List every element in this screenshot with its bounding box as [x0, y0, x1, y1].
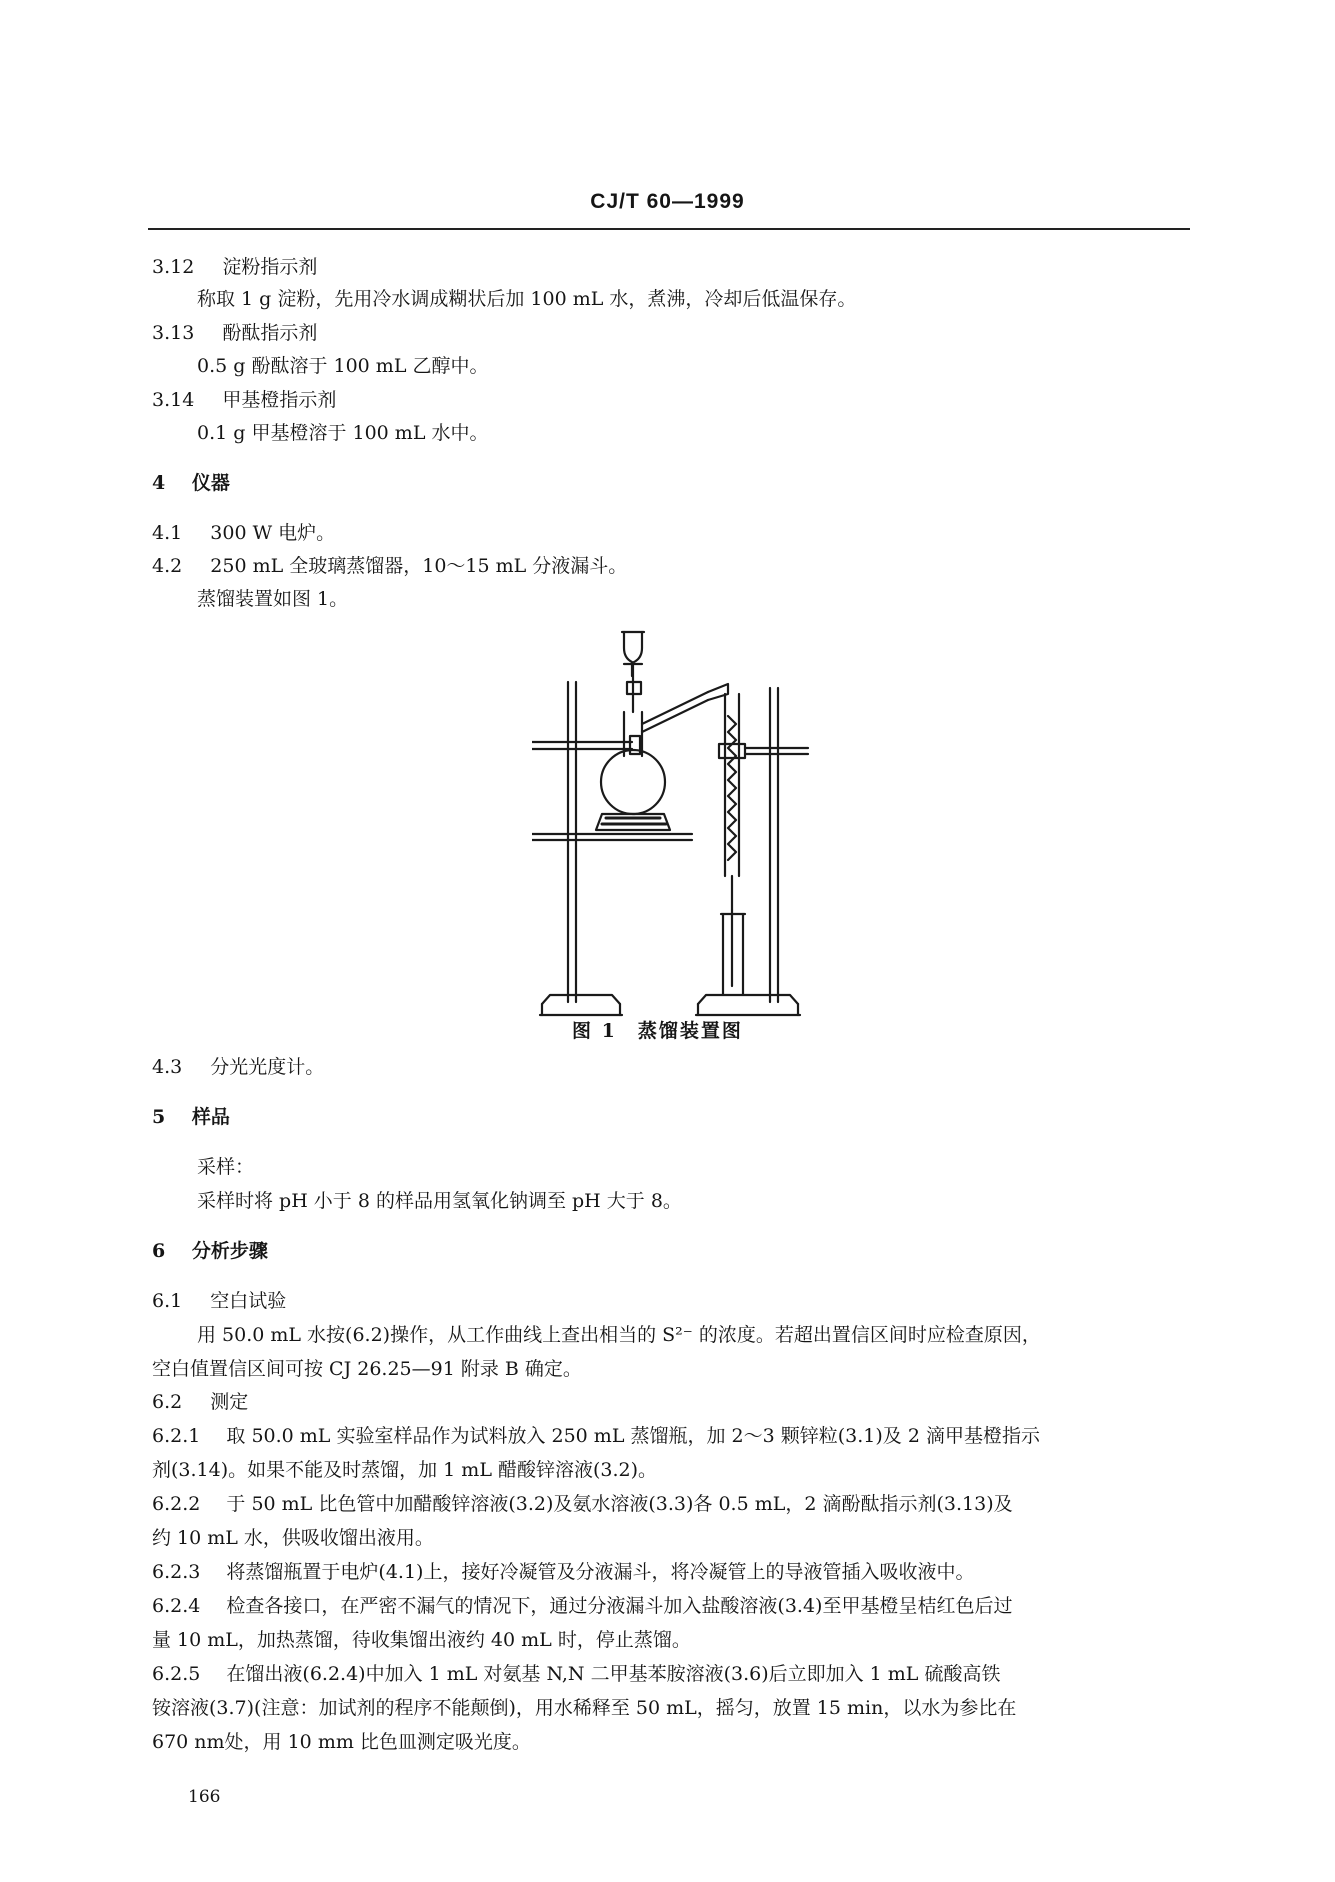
section-text: 取 50.0 mL 实验室样品作为试料放入 250 mL 蒸馏瓶，加 2～3 颗锌粒(3.1)及 2 滴甲基橙指示	[226, 1425, 1040, 1447]
section-number: 6.2	[152, 1391, 183, 1413]
section-3-12-heading	[152, 258, 317, 277]
section-text: 250 mL 全玻璃蒸馏器，10～15 mL 分液漏斗。	[210, 555, 628, 577]
left-stand	[540, 682, 622, 1015]
section-3-14-text: 0.1 g 甲基橙溶于 100 mL 水中。	[197, 422, 489, 444]
section-6-2-4-line1	[152, 1597, 1012, 1616]
section-number: 4.2	[152, 555, 183, 577]
section-4-3	[152, 1058, 324, 1077]
section-text: 300 W 电炉。	[210, 522, 336, 544]
section-number: 6.2.1	[152, 1425, 201, 1447]
page-header: CJ/T 60—1999	[590, 190, 745, 213]
section-4-2-text2: 蒸馏装置如图 1。	[197, 588, 349, 610]
page-number: 166	[188, 1787, 221, 1807]
section-number: 3.13	[152, 322, 195, 344]
section-text: 于 50 mL 比色管中加醋酸锌溶液(3.2)及氨水溶液(3.3)各 0.5 mL，2 滴酚酞指示剂(3.13)及	[226, 1493, 1013, 1515]
section-6-2-5-line2: 铵溶液(3.7)(注意：加试剂的程序不能颠倒)，用水稀释至 50 mL，摇匀，放置 15 min，以水为参比在	[152, 1697, 1017, 1719]
section-4-heading	[152, 474, 230, 493]
section-number: 4.1	[152, 522, 183, 544]
section-number: 4	[152, 472, 166, 494]
section-title: 酚酞指示剂	[222, 322, 318, 344]
section-6-2-5-line1	[152, 1665, 1000, 1684]
section-title: 甲基橙指示剂	[222, 389, 337, 411]
section-6-heading	[152, 1242, 268, 1261]
separatory-funnel	[622, 632, 644, 712]
receiving-tube	[721, 910, 745, 994]
section-6-2-heading	[152, 1393, 248, 1412]
section-3-13-text: 0.5 g 酚酞溶于 100 mL 乙醇中。	[197, 355, 489, 377]
section-6-2-1-line2: 剂(3.14)。如果不能及时蒸馏，加 1 mL 醋酸锌溶液(3.2)。	[152, 1459, 658, 1481]
section-text: 分光光度计。	[210, 1056, 325, 1078]
condenser	[719, 694, 745, 910]
section-5-text: 采样时将 pH 小于 8 的样品用氢氧化钠调至 pH 大于 8。	[197, 1190, 682, 1212]
section-title: 空白试验	[210, 1290, 287, 1312]
section-6-2-1-line1	[152, 1427, 1040, 1446]
section-3-13-heading	[152, 324, 317, 343]
section-number: 3.12	[152, 256, 195, 278]
section-number: 6.2.5	[152, 1663, 201, 1685]
section-number: 4.3	[152, 1056, 183, 1078]
right-stand	[696, 688, 800, 1015]
electric-heater	[532, 814, 692, 840]
section-number: 6.2.2	[152, 1493, 201, 1515]
section-number: 5	[152, 1106, 166, 1128]
section-5-heading	[152, 1108, 230, 1127]
distillation-apparatus-figure	[532, 624, 812, 1019]
header-rule	[148, 228, 1190, 230]
section-number: 3.14	[152, 389, 195, 411]
section-6-2-5-line3: 670 nm处，用 10 mm 比色皿测定吸光度。	[152, 1731, 531, 1753]
section-6-2-2-line2: 约 10 mL 水，供吸收馏出液用。	[152, 1527, 434, 1549]
right-clamp	[745, 748, 808, 754]
section-title: 淀粉指示剂	[222, 256, 318, 278]
section-number: 6.1	[152, 1290, 183, 1312]
section-text: 将蒸馏瓶置于电炉(4.1)上，接好冷凝管及分液漏斗，将冷凝管上的导液管插入吸收液中。	[226, 1561, 975, 1583]
section-title: 分析步骤	[191, 1240, 268, 1262]
section-number: 6.2.4	[152, 1595, 201, 1617]
section-text: 检查各接口，在严密不漏气的情况下，通过分液漏斗加入盐酸溶液(3.4)至甲基橙呈桔红色后过	[226, 1595, 1013, 1617]
section-title: 测定	[210, 1391, 249, 1413]
section-3-14-heading	[152, 391, 336, 410]
section-6-2-2-line1	[152, 1495, 1013, 1514]
section-number: 6	[152, 1240, 166, 1262]
section-3-12-text: 称取 1 g 淀粉，先用冷水调成糊状后加 100 mL 水，煮沸，冷却后低温保存。	[197, 288, 857, 310]
figure-caption: 图 1 蒸馏装置图	[572, 1020, 743, 1042]
section-6-2-3-line1	[152, 1563, 974, 1582]
section-5-sub: 采样：	[197, 1156, 255, 1178]
section-title: 仪器	[191, 472, 230, 494]
section-6-1-line2: 空白值置信区间可按 CJ 26.25—91 附录 B 确定。	[152, 1358, 582, 1380]
section-number: 6.2.3	[152, 1561, 201, 1583]
section-text: 在馏出液(6.2.4)中加入 1 mL 对氨基 N,N 二甲基苯胺溶液(3.6)后立即加入 1 mL 硫酸高铁	[226, 1663, 1001, 1685]
section-6-1-line1: 用 50.0 mL 水按(6.2)操作，从工作曲线上查出相当的 S²⁻ 的浓度。若超出置信区间时应检查原因，	[197, 1324, 1041, 1346]
section-4-1	[152, 524, 335, 543]
section-title: 样品	[191, 1106, 230, 1128]
section-6-2-4-line2: 量 10 mL，加热蒸馏，待收集馏出液约 40 mL 时，停止蒸馏。	[152, 1629, 691, 1651]
section-6-1-heading	[152, 1292, 286, 1311]
section-4-2	[152, 557, 627, 576]
